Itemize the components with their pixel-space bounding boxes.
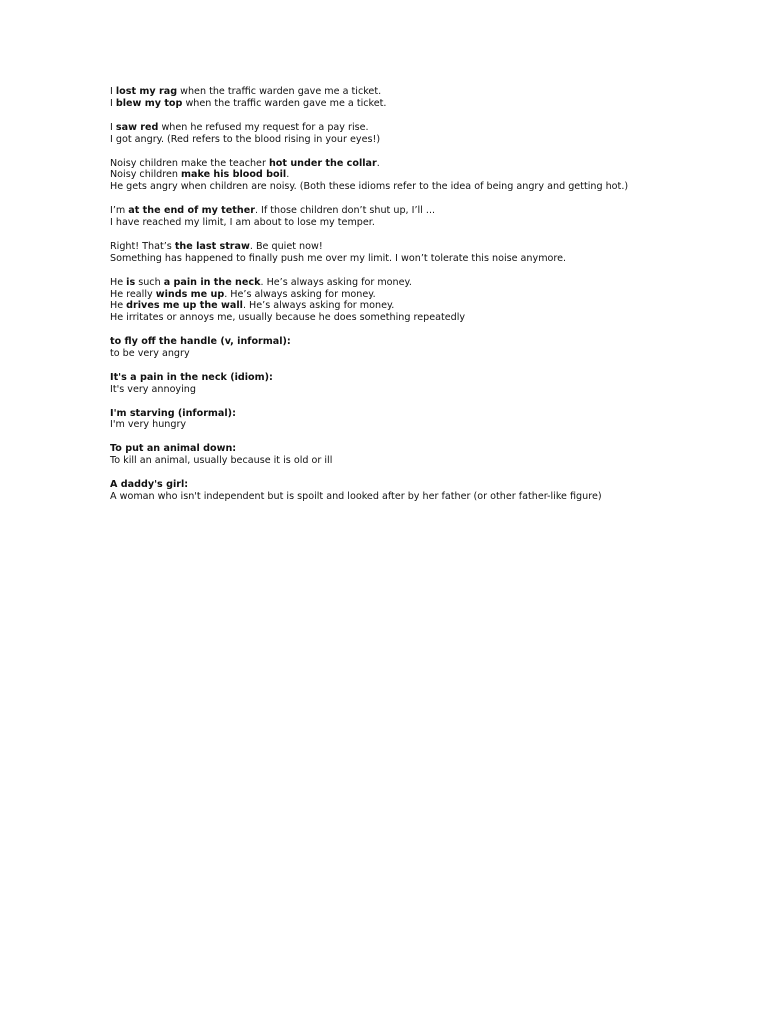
paragraph (110, 86, 670, 110)
text-run: He really (110, 288, 156, 300)
paragraph (110, 372, 670, 396)
paragraph (110, 277, 670, 324)
paragraph (110, 408, 670, 432)
text-line (110, 134, 670, 146)
paragraph (110, 122, 670, 146)
text-line (110, 372, 670, 384)
idiom-phrase: To put an animal down: (110, 443, 237, 455)
idiom-phrase: winds me up (155, 288, 225, 300)
text-run: . He’s always asking for money. (242, 300, 395, 312)
text-line (110, 277, 670, 289)
paragraph (110, 205, 670, 229)
paragraph (110, 241, 670, 265)
text-line (110, 300, 670, 312)
idiom-phrase: I'm starving (informal): (110, 407, 236, 419)
text-line (110, 217, 670, 229)
text-line (110, 122, 670, 134)
text-line (110, 158, 670, 170)
text-line (110, 241, 670, 253)
text-run: Noisy children make the teacher (110, 157, 269, 169)
text-run: To kill an animal, usually because it is old or ill (110, 455, 333, 467)
text-line (110, 181, 670, 193)
text-run: . He’s always asking for money. (260, 276, 412, 288)
text-run: He gets angry when children are noisy. (Both these idioms refer to the idea of being angry and getting hot.) (110, 181, 629, 193)
text-run: Noisy children (110, 169, 181, 181)
text-run: A woman who isn't independent but is spoilt and looked after by her father (or other father-like figure) (110, 491, 602, 502)
text-line (110, 348, 670, 360)
paragraph (110, 336, 670, 360)
text-line (110, 98, 670, 110)
text-run: . (286, 169, 290, 181)
text-run: I (110, 86, 116, 97)
idiom-phrase: A daddy's girl: (110, 479, 189, 491)
text-run: when the traffic warden gave me a ticket. (177, 86, 382, 97)
idiom-phrase: lost my rag (115, 86, 178, 97)
text-line (110, 491, 670, 503)
text-run: when he refused my request for a pay rise. (158, 121, 369, 133)
text-line (110, 336, 670, 348)
idiom-phrase: a pain in the neck (163, 276, 261, 288)
text-run: I (110, 97, 116, 109)
idiom-phrase: to fly off the handle (v, informal): (110, 336, 291, 348)
text-line (110, 289, 670, 301)
text-run: Right! That’s (110, 240, 175, 252)
idiom-phrase: is (126, 276, 136, 288)
text-run: He (110, 276, 127, 288)
text-line (110, 253, 670, 265)
idiom-phrase: blew my top (115, 97, 183, 109)
text-run: I (110, 121, 116, 133)
idiom-phrase: make his blood boil (180, 169, 287, 181)
text-line (110, 86, 670, 98)
text-run: . If those children don’t shut up, I’ll ... (254, 205, 436, 217)
idiom-phrase: saw red (115, 121, 159, 133)
text-run: when the traffic warden gave me a ticket. (182, 97, 387, 109)
text-run: Something has happened to finally push me over my limit. I won’t tolerate this noise anymore. (110, 252, 567, 264)
text-run: . Be quiet now! (249, 240, 323, 252)
idiom-phrase: at the end of my tether (128, 205, 255, 217)
text-run: He (110, 300, 127, 312)
text-line (110, 455, 670, 467)
text-run: He irritates or annoys me, usually because he does something repeatedly (110, 312, 466, 324)
paragraph (110, 443, 670, 467)
text-line (110, 408, 670, 420)
text-run: . He’s always asking for money. (224, 288, 376, 300)
idiom-phrase: drives me up the wall (126, 300, 243, 312)
text-run: to be very angry (110, 347, 190, 359)
idiom-phrase: It's a pain in the neck (idiom): (110, 371, 273, 383)
idiom-phrase: the last straw (174, 240, 250, 252)
text-run: I have reached my limit, I am about to lose my temper. (110, 216, 375, 228)
text-line (110, 479, 670, 491)
text-run: I’m (110, 205, 129, 217)
text-line (110, 443, 670, 455)
text-line (110, 384, 670, 396)
idioms-text (110, 86, 670, 515)
text-line (110, 312, 670, 324)
text-run: I got angry. (Red refers to the blood rising in your eyes!) (110, 133, 381, 145)
text-line (110, 205, 670, 217)
idiom-phrase: hot under the collar (268, 157, 377, 169)
text-line (110, 419, 670, 431)
paragraph (110, 158, 670, 193)
text-run: I'm very hungry (110, 419, 187, 431)
paragraph (110, 479, 670, 503)
text-run: It's very annoying (110, 383, 196, 395)
text-run: . (376, 157, 380, 169)
text-run: such (135, 276, 164, 288)
text-line (110, 169, 670, 181)
